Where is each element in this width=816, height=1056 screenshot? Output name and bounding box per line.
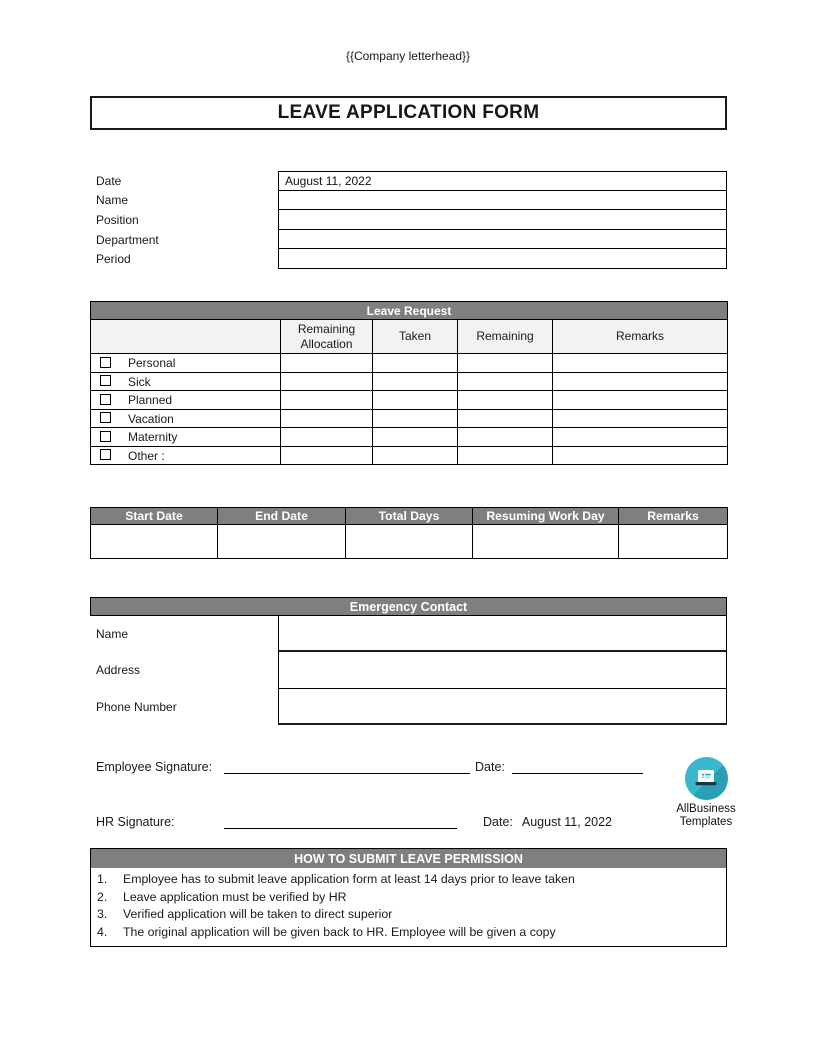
other-remarks-cell[interactable] — [553, 446, 728, 465]
emergency-contact-section — [90, 616, 727, 725]
leave-dates-input-row — [91, 525, 728, 559]
field-row-name — [90, 191, 727, 211]
instruction-text: The original application will be given back to HR. Employee will be given a copy — [123, 924, 556, 939]
col-total-days: Total Days — [346, 508, 473, 525]
date-field-label: Date — [96, 173, 122, 188]
lr-col-remaining-allocation: Remaining Allocation — [281, 320, 373, 354]
maternity-label: Maternity — [128, 430, 178, 445]
personal-remaining-allocation-cell[interactable] — [281, 354, 373, 373]
remarks-cell[interactable] — [619, 525, 728, 559]
hr-date-group — [483, 815, 612, 829]
resuming-work-day-cell[interactable] — [473, 525, 619, 559]
emergency-contact-header: Emergency Contact — [90, 597, 727, 616]
checkbox-other-icon[interactable] — [100, 449, 111, 460]
allbusiness-templates-logo — [672, 757, 740, 829]
personal-remaining-cell[interactable] — [458, 354, 553, 373]
personal-type-cell — [91, 354, 281, 373]
other-taken-cell[interactable] — [373, 446, 458, 465]
checkbox-maternity-icon[interactable] — [100, 431, 111, 442]
instruction-item-3 — [97, 906, 718, 924]
start-date-cell[interactable] — [91, 525, 218, 559]
leave-type-row-sick — [91, 372, 728, 391]
field-row-department — [90, 230, 727, 250]
department-field-input[interactable] — [278, 230, 727, 250]
instruction-text: Verified application will be taken to direct superior — [123, 907, 393, 922]
sick-label: Sick — [128, 374, 151, 389]
hr-date-value: August 11, 2022 — [521, 815, 613, 829]
maternity-taken-cell[interactable] — [373, 428, 458, 447]
leave-request-column-header-row — [91, 320, 728, 354]
col-remarks: Remarks — [619, 508, 728, 525]
hr-signature-label: HR Signature: — [96, 815, 175, 829]
other-type-cell — [91, 446, 281, 465]
laptop-logo-icon — [685, 757, 728, 800]
how-to-submit-box — [90, 848, 727, 947]
instruction-text: Leave application must be verified by HR — [123, 889, 347, 904]
employee-date-label: Date: — [475, 760, 505, 774]
leave-type-row-maternity — [91, 428, 728, 447]
company-letterhead: {{Company letterhead}} — [345, 49, 471, 63]
laptop-icon — [691, 767, 721, 791]
end-date-cell[interactable] — [218, 525, 346, 559]
emergency-address-label: Address — [96, 663, 141, 678]
instruction-number: 1. — [97, 872, 108, 886]
instruction-item-4 — [97, 924, 718, 942]
leave-type-row-personal — [91, 354, 728, 373]
planned-remaining-cell[interactable] — [458, 391, 553, 410]
other-remaining-allocation-cell[interactable] — [281, 446, 373, 465]
planned-label: Planned — [128, 393, 173, 408]
leave-type-row-vacation — [91, 409, 728, 428]
employee-signature-line[interactable] — [224, 760, 470, 774]
lr-col-taken: Taken — [373, 320, 458, 354]
logo-text-line2: Templates — [679, 816, 733, 828]
sick-type-cell — [91, 372, 281, 391]
department-field-label: Department — [96, 232, 159, 247]
maternity-remaining-cell[interactable] — [458, 428, 553, 447]
instruction-number: 2. — [97, 889, 108, 904]
vacation-remarks-cell[interactable] — [553, 409, 728, 428]
col-resuming-work-day: Resuming Work Day — [473, 508, 619, 525]
how-to-submit-list — [91, 868, 726, 946]
hr-signature-line[interactable] — [224, 815, 457, 829]
lr-col-remarks: Remarks — [553, 320, 728, 354]
employee-signature-label: Employee Signature: — [96, 760, 213, 774]
sick-taken-cell[interactable] — [373, 372, 458, 391]
checkbox-planned-icon[interactable] — [100, 394, 111, 405]
personal-taken-cell[interactable] — [373, 354, 458, 373]
instruction-text: Employee has to submit leave application form at least 14 days prior to leave taken — [123, 872, 575, 886]
position-field-input[interactable] — [278, 210, 727, 230]
emergency-name-label: Name — [96, 627, 129, 642]
leave-request-table — [90, 301, 728, 465]
emergency-phone-input[interactable] — [278, 689, 727, 725]
emergency-name-input[interactable] — [278, 616, 727, 652]
emergency-row-address — [90, 652, 727, 688]
emergency-row-name — [90, 616, 727, 652]
emergency-address-input[interactable] — [278, 652, 727, 688]
vacation-remaining-cell[interactable] — [458, 409, 553, 428]
lr-col-remaining: Remaining — [458, 320, 553, 354]
vacation-label: Vacation — [128, 411, 174, 426]
other-label: Other : — [128, 448, 165, 463]
emergency-row-phone — [90, 689, 727, 725]
instruction-number: 3. — [97, 907, 108, 922]
planned-taken-cell[interactable] — [373, 391, 458, 410]
leave-request-title-row — [91, 302, 728, 320]
field-row-position — [90, 210, 727, 230]
vacation-type-cell — [91, 409, 281, 428]
date-field-input[interactable]: August 11, 2022 — [278, 171, 727, 191]
field-row-date — [90, 171, 727, 191]
position-field-label: Position — [96, 212, 139, 227]
leave-request-title: Leave Request — [91, 302, 728, 320]
personal-label: Personal — [128, 356, 176, 371]
vacation-remaining-allocation-cell[interactable] — [281, 409, 373, 428]
field-row-period — [90, 249, 727, 269]
other-remaining-cell[interactable] — [458, 446, 553, 465]
form-title-box — [90, 96, 727, 130]
maternity-remaining-allocation-cell[interactable] — [281, 428, 373, 447]
maternity-remarks-cell[interactable] — [553, 428, 728, 447]
emergency-phone-label: Phone Number — [96, 699, 177, 714]
leave-dates-header-row — [91, 508, 728, 525]
page-title: LEAVE APPLICATION FORM — [277, 102, 540, 123]
name-field-label: Name — [96, 193, 129, 208]
lr-col-leave-type — [91, 320, 281, 354]
name-field-input[interactable] — [278, 191, 727, 211]
col-end-date: End Date — [218, 508, 346, 525]
instruction-item-1 — [97, 871, 718, 889]
logo-text-line1: AllBusiness — [676, 803, 736, 815]
vacation-taken-cell[interactable] — [373, 409, 458, 428]
instruction-item-2 — [97, 889, 718, 907]
leave-type-row-other — [91, 446, 728, 465]
planned-remarks-cell[interactable] — [553, 391, 728, 410]
checkbox-sick-icon[interactable] — [100, 375, 111, 386]
maternity-type-cell — [91, 428, 281, 447]
planned-type-cell — [91, 391, 281, 410]
checkbox-vacation-icon[interactable] — [100, 412, 111, 423]
period-field-label: Period — [96, 252, 131, 267]
personal-remarks-cell[interactable] — [553, 354, 728, 373]
leave-type-row-planned — [91, 391, 728, 410]
instruction-number: 4. — [97, 924, 108, 939]
applicant-fields-section — [90, 171, 727, 269]
sick-remaining-allocation-cell[interactable] — [281, 372, 373, 391]
period-field-input[interactable] — [278, 249, 727, 269]
employee-date-line[interactable] — [512, 760, 643, 774]
col-start-date: Start Date — [91, 508, 218, 525]
planned-remaining-allocation-cell[interactable] — [281, 391, 373, 410]
hr-date-label: Date: — [483, 815, 513, 829]
leave-dates-table — [90, 507, 728, 559]
checkbox-personal-icon[interactable] — [100, 357, 111, 368]
how-to-submit-title: HOW TO SUBMIT LEAVE PERMISSION — [91, 849, 726, 868]
total-days-cell[interactable] — [346, 525, 473, 559]
sick-remarks-cell[interactable] — [553, 372, 728, 391]
sick-remaining-cell[interactable] — [458, 372, 553, 391]
